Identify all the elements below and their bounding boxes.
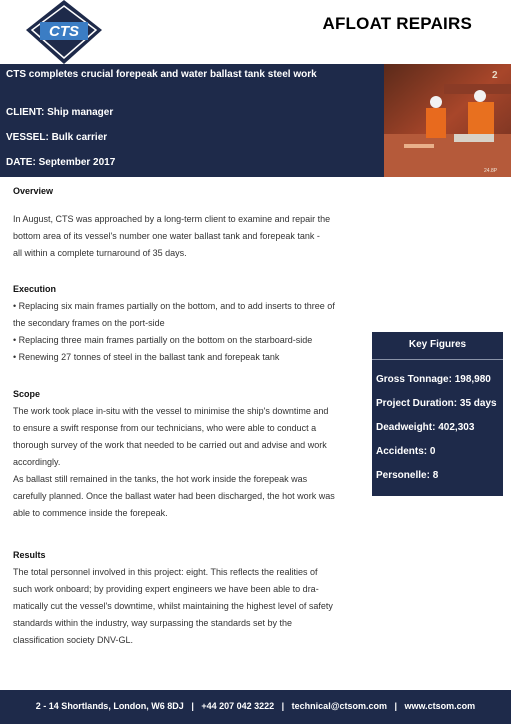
vessel-line: VESSEL: Bulk carrier xyxy=(6,132,108,143)
page-title: AFLOAT REPAIRS xyxy=(322,14,472,33)
date-line: DATE: September 2017 xyxy=(6,157,116,168)
overview-heading: Overview xyxy=(13,186,54,196)
scope-heading: Scope xyxy=(13,389,41,399)
overview-line: bottom area of its vessel's number one water ballast tank and forepeak tank - xyxy=(13,231,320,241)
execution-line: the secondary frames on the port-side xyxy=(13,318,165,328)
key-figures-divider xyxy=(372,359,503,360)
scope-section xyxy=(13,386,358,522)
results-section xyxy=(13,547,358,649)
key-figure-project-duration: Project Duration: 35 days xyxy=(376,398,497,409)
execution-section xyxy=(13,281,358,366)
footer-contact: 2 - 14 Shortlands, London, W6 8DJ | +44 207 042 3222 | technical@ctsom.com | www.ctsom.com xyxy=(35,701,476,711)
scope-line: As ballast still remained in the tanks, the hot work inside the forepeak was xyxy=(13,474,308,484)
scope-line: able to commence inside the forepeak. xyxy=(13,508,168,518)
headline: CTS completes crucial forepeak and water ballast tank steel work xyxy=(6,69,317,80)
client-line: CLIENT: Ship manager xyxy=(6,107,114,118)
photo-label-mark: 24.8P xyxy=(484,168,498,174)
scope-line: The work took place in-situ with the vessel to minimise the ship's downtime and xyxy=(13,406,329,416)
results-line: classification society DNV-GL. xyxy=(13,635,134,645)
execution-line: • Renewing 27 tonnes of steel in the ballast tank and forepeak tank xyxy=(13,352,280,362)
scope-line: to ensure a swift response from our technicians, who were able to conduct a xyxy=(13,423,317,433)
key-figure-deadweight: Deadweight: 402,303 xyxy=(376,422,475,433)
workers-photo xyxy=(384,64,511,177)
key-figures-box xyxy=(372,332,503,496)
results-line: matically cut the vessel's downtime, whilst maintaining the highest level of safety xyxy=(13,601,333,611)
key-figure-personnel: Personelle: 8 xyxy=(376,470,439,481)
execution-line: • Replacing three main frames partially on the bottom on the starboard-side xyxy=(13,335,313,345)
scope-line: carefully planned. Once the ballast water had been discharged, the hot work was xyxy=(13,491,335,501)
page-header xyxy=(0,0,511,64)
key-figures-title: Key Figures xyxy=(408,339,467,350)
results-line: such work onboard; by providing expert engineers we have been able to dra- xyxy=(13,584,319,594)
overview-line: In August, CTS was approached by a long-term client to examine and repair the xyxy=(13,214,331,224)
results-line: standards within the industry, way surpassing the standards set by the xyxy=(13,618,292,628)
scope-line: accordingly. xyxy=(13,457,61,467)
key-figure-gross-tonnage: Gross Tonnage: 198,980 xyxy=(376,374,491,385)
execution-heading: Execution xyxy=(13,284,57,294)
photo-label-number: 2 xyxy=(492,70,498,81)
key-figure-accidents: Accidents: 0 xyxy=(376,446,436,457)
cts-logo xyxy=(26,0,102,64)
execution-line: • Replacing six main frames partially on the bottom, and to add inserts to three of xyxy=(13,301,335,311)
overview-section xyxy=(13,183,358,262)
scope-line: thorough survey of the work that needed to be carried out and advise and work xyxy=(13,440,327,450)
logo-text: CTS xyxy=(49,23,79,40)
overview-line: all within a complete turnaround of 35 days. xyxy=(13,248,187,258)
page-footer xyxy=(0,690,511,724)
results-heading: Results xyxy=(13,550,46,560)
results-line: The total personnel involved in this project: eight. This reflects the realities of xyxy=(13,567,318,577)
